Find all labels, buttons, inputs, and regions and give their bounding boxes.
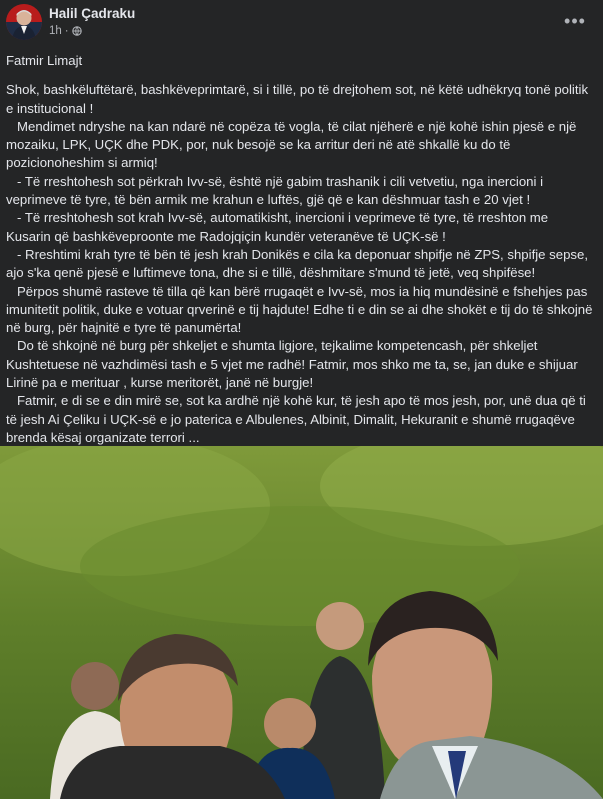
post-time[interactable]: 1h xyxy=(49,25,62,37)
post-paragraph: Përpos shumë rasteve të tilla që kan bërë rrugaqët e Ivv-së, mos ia hiq mundësinë e fshehjes pas imunitetit politik, duke e votuar qrverinë e tij hajdute! Edhe ti e din se ai dhe shokët e tij do të shkojnë në burg, për hajnitë e tyre të panumërta! xyxy=(6,283,597,336)
more-options-button[interactable] xyxy=(561,10,589,32)
post-header xyxy=(0,0,603,46)
post-photo[interactable] xyxy=(0,446,603,799)
post-paragraph: Do të shkojnë në burg për shkeljet e shumta ligjore, tejkalime kompetencash, për shkeljet Kushtetuese në vazhdimësi tash e 5 vjet me radhë! Fatmir, mos shko me ta, se, jan duke e shijuar Lirinë pa e merituar , kurse meritorët, janë në burgje! xyxy=(6,338,582,391)
post-text xyxy=(6,52,596,447)
more-options-icon: ••• xyxy=(564,10,586,31)
post-paragraph: Fatmir, e di se e din mirë se, sot ka ardhë një kohë kur, të jesh apo të mos jesh, por, unë dua që ti të jesh Ai Çeliku i UÇK-së e jo paterica e Albulenes, Albinit, Dimalit, Hekuranit e shumë rrugaqëve brenda kësaj organizate terrori ... xyxy=(6,393,590,445)
post-paragraph: Shok, bashkëluftëtarë, bashkëveprimtarë, si i tillë, po të drejtohem sot, në këtë udhëkryq tonë politik e institucional ! xyxy=(6,82,592,116)
post-paragraph: - Rreshtimi krah tyre të bën të jesh krah Donikës e cila ka deponuar shpifje në ZPS, shpifje sepse, ajo s'ka qenë pjesë e luftimeve tona, dhe si e tillë, dëshmitare s'mund të jetë, veq shpifëse! xyxy=(6,246,592,281)
globe-icon[interactable] xyxy=(72,26,82,36)
author-name[interactable]: Halil Çadraku xyxy=(49,6,136,21)
post-paragraph: Mendimet ndryshe na kan ndarë në copëza të vogla, të cilat njëherë e një kohë ishin pjesë e një mozaiku, LPK, UÇK dhe PDK, por, nuk besojë se ka arritur deri në atë shkallë ku do të pozicionoheshim si armiq! xyxy=(6,118,581,171)
author-avatar[interactable] xyxy=(6,4,42,40)
post-greeting: Fatmir Limajt xyxy=(6,53,83,68)
post-paragraph: - Të rreshtohesh sot përkrah Ivv-së, është një gabim trashanik i cili vetvetiu, nga inercioni i veprimeve të tyre, të bën armik me krahun e luftës, gjë që e kan dëshmuar tash e 20 vjet ! xyxy=(6,173,547,208)
meta-separator: · xyxy=(64,25,69,37)
post-meta xyxy=(49,25,82,37)
post-paragraph: - Të rreshtohesh sot krah Ivv-së, automatikisht, inercioni i veprimeve të tyre, të rreshton me Kusarin që bashkëveproonte me Radojqiçin kundër veteranëve të UÇK-së ! xyxy=(6,210,552,244)
